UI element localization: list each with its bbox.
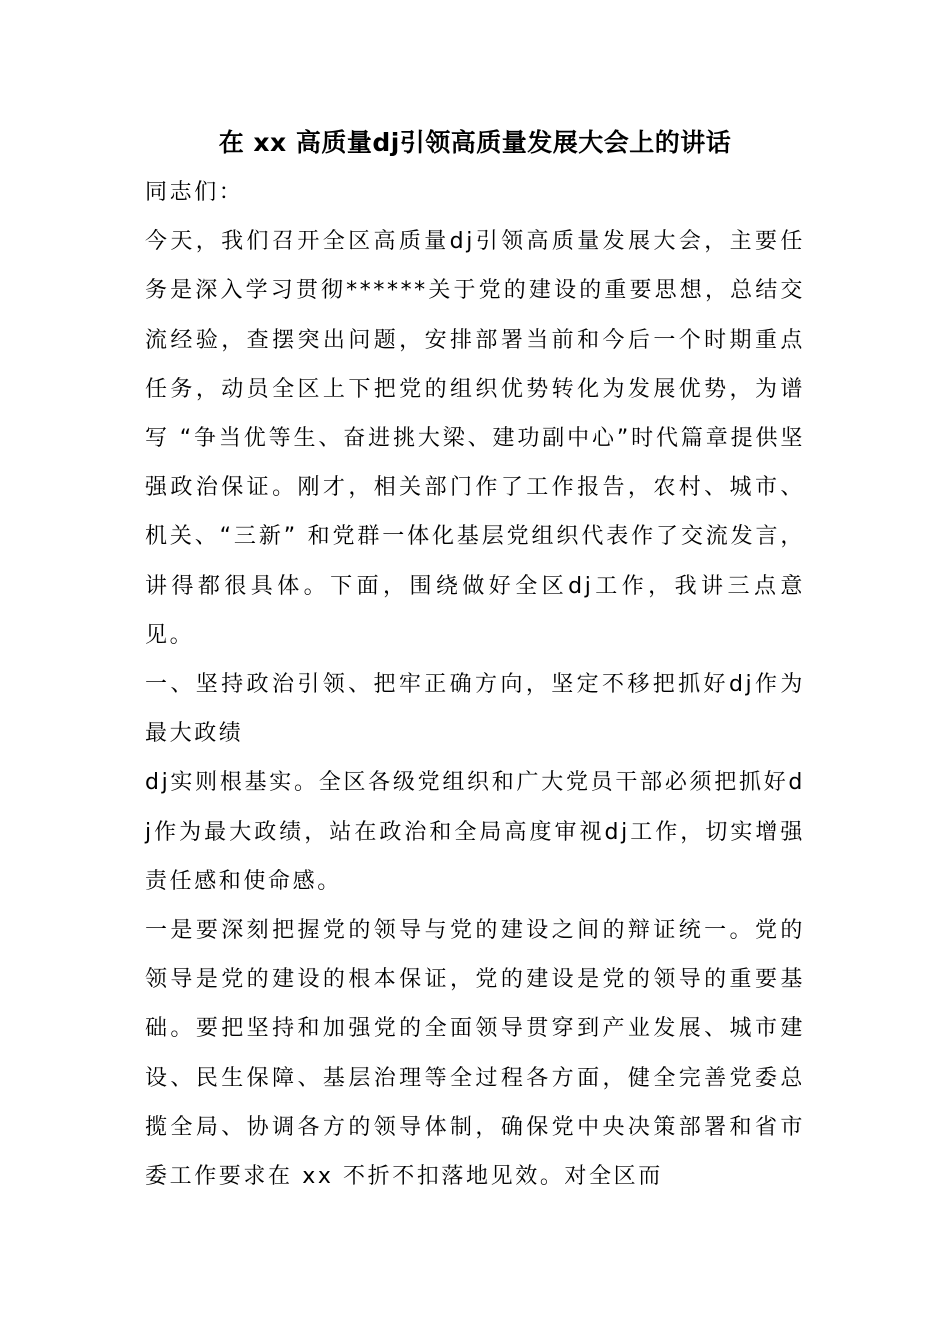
document-page (145, 118, 805, 1201)
paragraph-opening: 今天，我们召开全区高质量dj引领高质量发展大会，主要任务是深入学习贯彻******关于党的建设的重要思想，总结交流经验，查摆突出问题，安排部署当前和今后一个时期重点任务，动员全区上下把党的组织优势转化为发展优势，为谱写 “争当优等生、奋进挑大梁、建功副中心”时代篇章提供坚强政治保证。刚才，相关部门作了工作报告，农村、城市、机关、“三新” 和党群一体化基层党组织代表作了交流发言，讲得都很具体。下面，围绕做好全区dj工作，我讲三点意见。 (145, 229, 805, 648)
paragraph-point-one: 一是要深刻把握党的领导与党的建设之间的辩证统一。党的领导是党的建设的根本保证，党的建设是党的领导的重要基础。要把坚持和加强党的全面领导贯穿到产业发展、城市建设、民生保障、基层治理等全过程各方面，健全完善党委总揽全局、协调各方的领导体制，确保党中央决策部署和省市委工作要求在 xx 不折不扣落地见效。对全区而 (145, 918, 805, 1190)
section-heading-one: 一、坚持政治引领、把牢正确方向，坚定不移把抓好dj作为最大政绩 (145, 672, 805, 747)
document-title: 在 xx 高质量dj引领高质量发展大会上的讲话 (218, 128, 732, 157)
paragraph-section-intro: dj实则根基实。全区各级党组织和广大党员干部必须把抓好dj作为最大政绩，站在政治和全局高度审视dj工作，切实增强责任感和使命感。 (145, 770, 805, 894)
salutation: 同志们： (145, 180, 244, 205)
